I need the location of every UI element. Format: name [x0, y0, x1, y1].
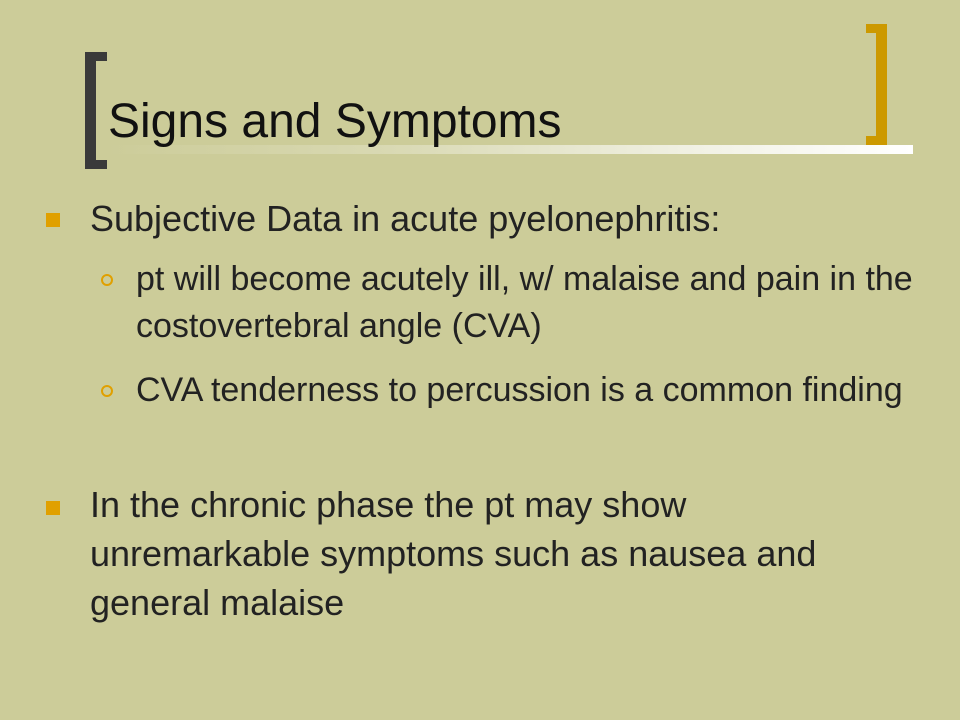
bullet-text: In the chronic phase the pt may show unremarkable symptoms such as nausea and general malaise [90, 484, 817, 623]
sub-bullet-text: CVA tenderness to percussion is a common finding [136, 371, 903, 409]
right-bracket-bottom-decoration [866, 136, 887, 145]
right-bracket-top-decoration [866, 24, 887, 33]
right-bracket-decoration [876, 24, 887, 145]
left-bracket-decoration [85, 52, 96, 169]
slide-title: Signs and Symptoms [108, 95, 562, 148]
circle-bullet-icon [101, 274, 113, 286]
square-bullet-icon [46, 213, 60, 227]
bullet-text: Subjective Data in acute pyelonephritis: [90, 198, 721, 239]
square-bullet-icon [46, 501, 60, 515]
left-bracket-top-decoration [85, 52, 107, 61]
circle-bullet-icon [101, 385, 113, 397]
left-bracket-bottom-decoration [85, 160, 107, 169]
sub-bullet-text: pt will become acutely ill, w/ malaise and pain in the costovertebral angle (CVA) [136, 260, 913, 345]
